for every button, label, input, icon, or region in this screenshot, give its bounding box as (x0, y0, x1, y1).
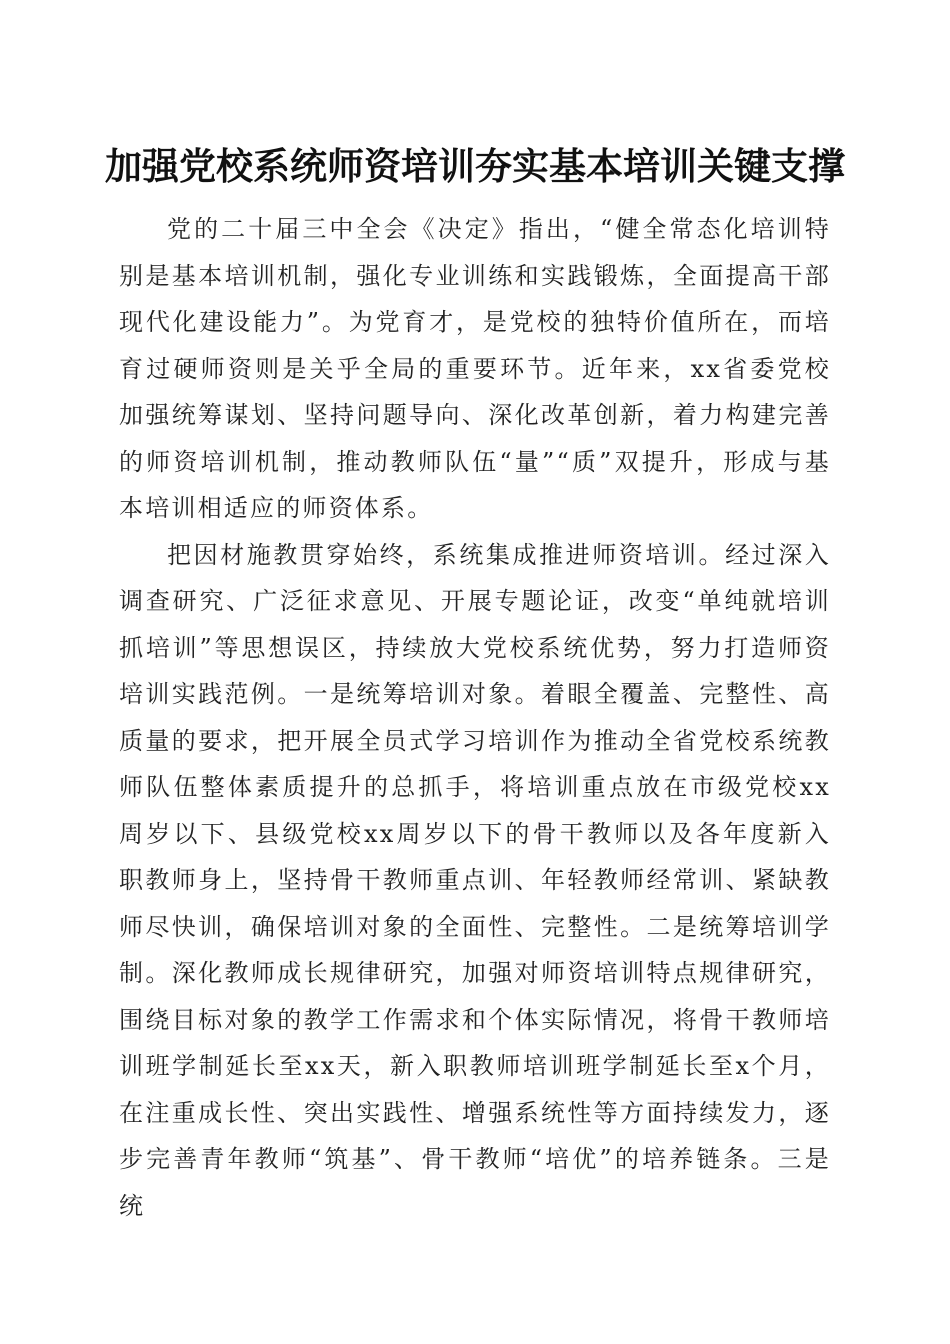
paragraph-1: 党的二十届三中全会《决定》指出，“健全常态化培训特别是基本培训机制，强化专业训练和实践锻炼，全面提高干部现代化建设能力”。为党育才，是党校的独特价值所在，而培育过硬师资则是关乎全局的重要环节。近年来，xx省委党校加强统筹谋划、坚持问题导向、深化改革创新，着力构建完善的师资培训机制，推动教师队伍“量”“质”双提升，形成与基本培训相适应的师资体系。 (119, 215, 831, 522)
document-body (119, 206, 831, 1229)
document-title: 加强党校系统师资培训夯实基本培训关键支撑 (105, 144, 845, 188)
paragraph-2: 把因材施教贯穿始终，系统集成推进师资培训。经过深入调查研究、广泛征求意见、开展专题论证，改变“单纯就培训抓培训”等思想误区，持续放大党校系统优势，努力打造师资培训实践范例。一是统筹培训对象。着眼全覆盖、完整性、高质量的要求，把开展全员式学习培训作为推动全省党校系统教师队伍整体素质提升的总抓手，将培训重点放在市级党校xx周岁以下、县级党校xx周岁以下的骨干教师以及各年度新入职教师身上，坚持骨干教师重点训、年轻教师经常训、紧缺教师尽快训，确保培训对象的全面性、完整性。二是统筹培训学制。深化教师成长规律研究，加强对师资培训特点规律研究，围绕目标对象的教学工作需求和个体实际情况，将骨干教师培训班学制延长至xx天，新入职教师培训班学制延长至x个月，在注重成长性、突出实践性、增强系统性等方面持续发力，逐步完善青年教师“筑基”、骨干教师“培优”的培养链条。三是统 (119, 540, 831, 1220)
